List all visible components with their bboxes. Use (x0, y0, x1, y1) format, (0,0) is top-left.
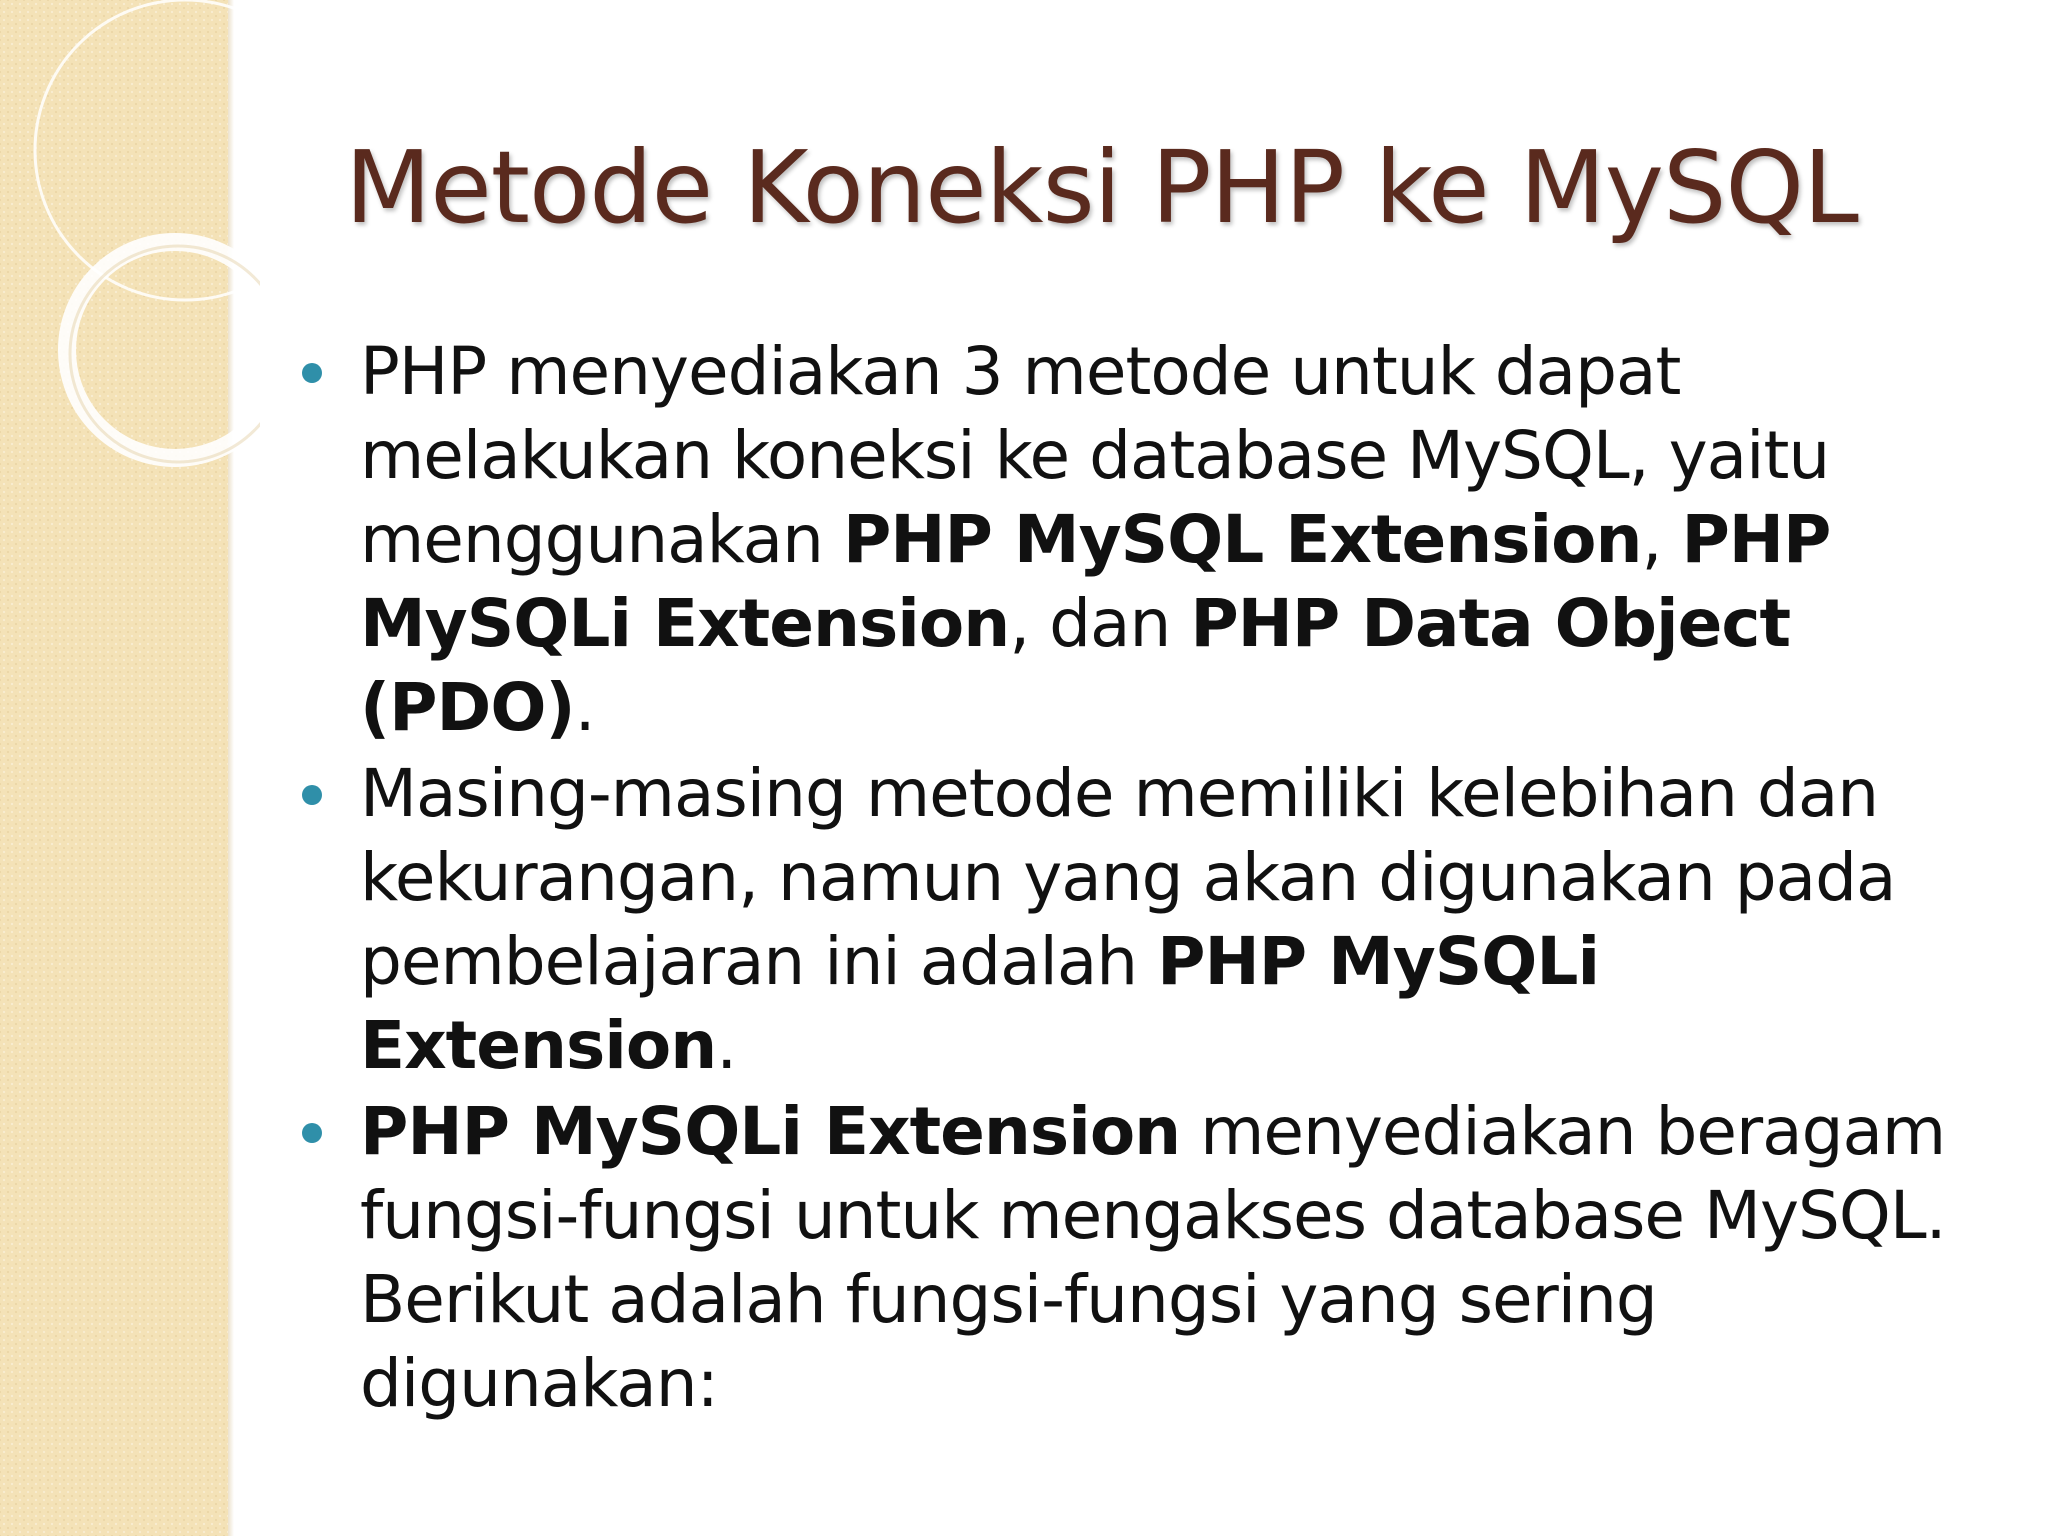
bullet-text: , (1641, 501, 1682, 578)
bullet-text: menyediakan beragam fungsi-fungsi untuk mengakses database MySQL. Berikut adalah fungsi-fungsi yang sering digunakan: (360, 1093, 1946, 1422)
side-panel-edge (228, 0, 234, 1536)
bullet-text: , dan (1009, 585, 1191, 662)
bold-term: PHP MySQLi Extension (360, 923, 1600, 1084)
bullet-text: Masing-masing metode memiliki kelebihan dan kekurangan, namun yang akan digunakan pada pembelajaran ini adalah (360, 755, 1896, 1000)
bullet-dot-icon (302, 785, 322, 805)
bold-term: PHP Data Object (PDO) (360, 585, 1791, 746)
slide-title: Metode Koneksi PHP ke MySQL (345, 129, 1858, 246)
bullet-item (300, 1090, 1990, 1426)
bullet-list (300, 330, 1990, 1428)
bold-term: PHP MySQL Extension (842, 501, 1642, 578)
bold-term: PHP MySQLi Extension (360, 1093, 1181, 1170)
bullet-text: . (574, 669, 595, 746)
bullet-text: . (716, 1007, 737, 1084)
bullet-dot-icon (302, 363, 322, 383)
decorative-side-panel (0, 0, 228, 1536)
bullet-text: PHP menyediakan 3 metode untuk dapat melakukan koneksi ke database MySQL, yaitu menggunakan (360, 333, 1830, 578)
bullet-dot-icon (302, 1123, 322, 1143)
bullet-item (300, 752, 1990, 1088)
bold-term: PHP MySQLi Extension (360, 501, 1831, 662)
bullet-item (300, 330, 1990, 750)
